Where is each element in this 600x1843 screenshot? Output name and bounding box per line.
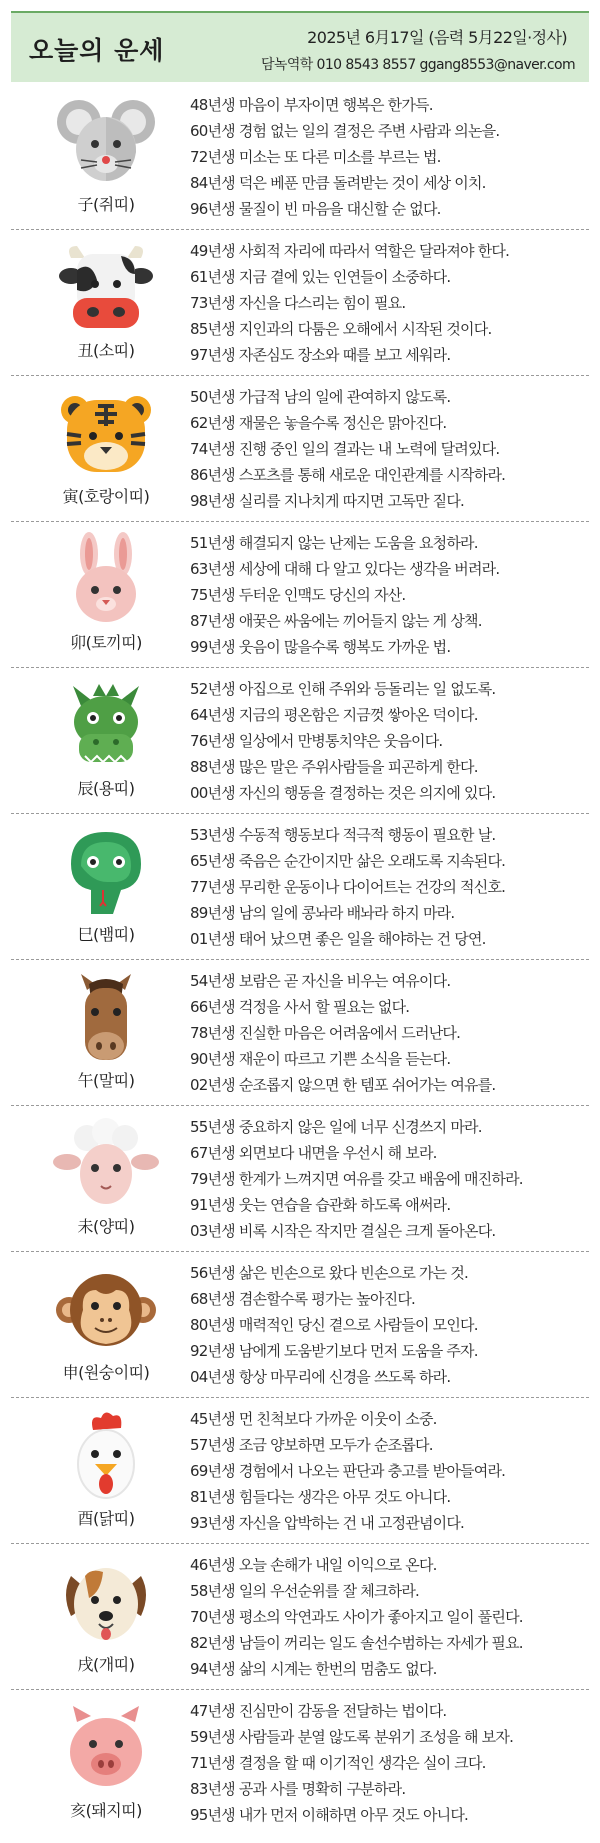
fortune-line: 45년생 먼 친척보다 가까운 이웃이 소중. [190,1410,437,1428]
fortune-line: 94년생 삶의 시계는 한번의 멈춤도 없다. [190,1660,437,1678]
fortune-line: 78년생 진실한 마음은 어려움에서 드러난다. [190,1024,461,1042]
fortune-line: 93년생 자신을 압박하는 건 내 고정관념이다. [190,1514,465,1532]
fortune-lines [190,676,586,806]
fortune-line: 57년생 조금 양보하면 모두가 순조롭다. [190,1436,433,1454]
fortune-line: 56년생 삶은 빈손으로 왔다 빈손으로 가는 것. [190,1264,468,1282]
fortune-line: 04년생 항상 마무리에 신경을 쓰도록 하라. [190,1368,451,1386]
zodiac-sign-label: 卯(토끼띠) [70,633,142,652]
zodiac-row [11,1544,589,1690]
fortune-lines [190,530,586,660]
fortune-lines [190,822,586,952]
fortune-line: 47년생 진심만이 감동을 전달하는 법이다. [190,1702,447,1720]
ox-icon [51,240,161,335]
fortune-line: 62년생 재물은 놓을수록 정신은 맑아진다. [190,414,447,432]
fortune-line: 03년생 비록 시작은 작지만 결실은 크게 돌아온다. [190,1222,496,1240]
fortune-line: 98년생 실리를 지나치게 따지면 고독만 짙다. [190,492,465,510]
zodiac-row [11,84,589,230]
zodiac-row [11,230,589,376]
zodiac-row [11,960,589,1106]
zodiac-sign-label: 未(양띠) [77,1217,135,1236]
fortune-line: 99년생 웃음이 많을수록 행복도 가까운 법. [190,638,451,656]
zodiac-row [11,522,589,668]
fortune-line: 68년생 겸손할수록 평가는 높아진다. [190,1290,416,1308]
dog-icon [51,1554,161,1649]
pig-icon [51,1700,161,1795]
fortune-lines [190,1552,586,1682]
header-date: 2025년 6月17일 (음력 5月22일·정사) [307,28,567,47]
fortune-line: 71년생 결정을 할 때 이기적인 생각은 실이 크다. [190,1754,486,1772]
fortune-line: 87년생 애꿎은 싸움에는 끼어들지 않는 게 상책. [190,612,482,630]
fortune-line: 48년생 마음이 부자이면 행복은 한가득. [190,96,433,114]
fortune-line: 70년생 평소의 악연과도 사이가 좋아지고 일이 풀린다. [190,1608,523,1626]
header-bar [11,11,589,82]
fortune-line: 92년생 남에게 도움받기보다 먼저 도움을 주자. [190,1342,478,1360]
fortune-line: 53년생 수동적 행동보다 적극적 행동이 필요한 날. [190,826,496,844]
fortune-line: 00년생 자신의 행동을 결정하는 것은 의지에 있다. [190,784,496,802]
fortune-line: 74년생 진행 중인 일의 결과는 내 노력에 달려있다. [190,440,500,458]
fortune-lines [190,968,586,1098]
fortune-lines [190,1114,586,1244]
tiger-icon [51,386,161,481]
fortune-line: 46년생 오늘 손해가 내일 이익으로 온다. [190,1556,437,1574]
fortune-lines [190,1698,586,1828]
zodiac-sign-label: 寅(호랑이띠) [62,487,150,506]
fortune-line: 51년생 해결되지 않는 난제는 도움을 요청하라. [190,534,478,552]
fortune-line: 50년생 가급적 남의 일에 관여하지 않도록. [190,388,451,406]
rat-icon [51,94,161,189]
sheep-icon [51,1116,161,1211]
fortune-line: 55년생 중요하지 않은 일에 너무 신경쓰지 마라. [190,1118,482,1136]
fortune-line: 77년생 무리한 운동이나 다이어트는 건강의 적신호. [190,878,506,896]
fortune-line: 65년생 죽음은 순간이지만 삶은 오래도록 지속된다. [190,852,506,870]
snake-icon [51,824,161,919]
fortune-line: 73년생 자신을 다스리는 힘이 필요. [190,294,406,312]
fortune-line: 82년생 남들이 꺼리는 일도 솔선수범하는 자세가 필요. [190,1634,523,1652]
fortune-line: 80년생 매력적인 당신 곁으로 사람들이 모인다. [190,1316,478,1334]
fortune-line: 64년생 지금의 평온함은 지금껏 쌓아온 덕이다. [190,706,478,724]
fortune-line: 84년생 덕은 베푼 만큼 돌려받는 것이 세상 이치. [190,174,486,192]
zodiac-row [11,814,589,960]
fortune-line: 81년생 힘들다는 생각은 아무 것도 아니다. [190,1488,451,1506]
zodiac-sign-label: 亥(돼지띠) [70,1801,142,1820]
header-contact: 담녹역학 010 8543 8557 ggang8553@naver.com [261,57,575,73]
fortune-line: 95년생 내가 먼저 이해하면 아무 것도 아니다. [190,1806,468,1824]
fortune-line: 85년생 지인과의 다툼은 오해에서 시작된 것이다. [190,320,492,338]
zodiac-row [11,1398,589,1544]
zodiac-sign-label: 酉(닭띠) [77,1509,135,1528]
zodiac-row [11,1690,589,1836]
fortune-line: 63년생 세상에 대해 다 알고 있다는 생각을 버려라. [190,560,500,578]
fortune-line: 91년생 웃는 연습을 습관화 하도록 애써라. [190,1196,451,1214]
fortune-line: 67년생 외면보다 내면을 우선시 해 보라. [190,1144,437,1162]
fortune-line: 60년생 경험 없는 일의 결정은 주변 사람과 의논을. [190,122,500,140]
zodiac-row [11,376,589,522]
zodiac-sign-label: 辰(용띠) [77,779,135,798]
fortune-line: 59년생 사람들과 분열 않도록 분위기 조성을 해 보자. [190,1728,514,1746]
fortune-lines [190,238,586,368]
fortune-line: 89년생 남의 일에 콩놔라 배놔라 하지 마라. [190,904,455,922]
fortune-line: 96년생 물질이 빈 마음을 대신할 순 없다. [190,200,441,218]
monkey-icon [51,1262,161,1357]
zodiac-sign-label: 丑(소띠) [77,341,135,360]
zodiac-sign-label: 午(말띠) [77,1071,135,1090]
fortune-line: 72년생 미소는 또 다른 미소를 부르는 법. [190,148,441,166]
fortune-line: 54년생 보람은 곧 자신을 비우는 여유이다. [190,972,451,990]
rabbit-icon [51,532,161,627]
fortune-lines [190,1406,586,1536]
fortune-lines [190,384,586,514]
zodiac-sign-label: 申(원숭이띠) [62,1363,150,1382]
zodiac-row [11,668,589,814]
fortune-line: 01년생 태어 났으면 좋은 일을 해야하는 건 당연. [190,930,486,948]
fortune-line: 97년생 자존심도 장소와 때를 보고 세워라. [190,346,451,364]
zodiac-row [11,1106,589,1252]
rooster-icon [51,1408,161,1503]
fortune-line: 75년생 두터운 인맥도 당신의 자산. [190,586,406,604]
fortune-line: 69년생 경험에서 나오는 판단과 충고를 받아들여라. [190,1462,506,1480]
fortune-line: 88년생 많은 말은 주위사람들을 피곤하게 한다. [190,758,478,776]
fortune-line: 61년생 지금 곁에 있는 인연들이 소중하다. [190,268,451,286]
dragon-icon [51,678,161,773]
fortune-line: 58년생 일의 우선순위를 잘 체크하라. [190,1582,419,1600]
zodiac-sign-label: 巳(뱀띠) [77,925,135,944]
fortune-lines [190,1260,586,1390]
fortune-line: 66년생 걱정을 사서 할 필요는 없다. [190,998,410,1016]
fortune-line: 79년생 한계가 느껴지면 여유를 갖고 배움에 매진하라. [190,1170,523,1188]
fortune-line: 86년생 스포츠를 통해 새로운 대인관계를 시작하라. [190,466,506,484]
fortune-line: 83년생 공과 사를 명확히 구분하라. [190,1780,406,1798]
fortune-line: 90년생 재운이 따르고 기쁜 소식을 듣는다. [190,1050,451,1068]
fortune-line: 02년생 순조롭지 않으면 한 템포 쉬어가는 여유를. [190,1076,496,1094]
zodiac-row [11,1252,589,1398]
fortune-line: 49년생 사회적 자리에 따라서 역할은 달라져야 한다. [190,242,510,260]
fortune-line: 76년생 일상에서 만병통치약은 웃음이다. [190,732,443,750]
fortune-line: 52년생 아집으로 인해 주위와 등돌리는 일 없도록. [190,680,496,698]
zodiac-sign-label: 子(쥐띠) [77,195,135,214]
zodiac-sign-label: 戌(개띠) [77,1655,135,1674]
zodiac-list [11,84,589,1836]
horse-icon [51,970,161,1065]
page-title: 오늘의 운세 [29,36,165,65]
fortune-lines [190,92,586,222]
